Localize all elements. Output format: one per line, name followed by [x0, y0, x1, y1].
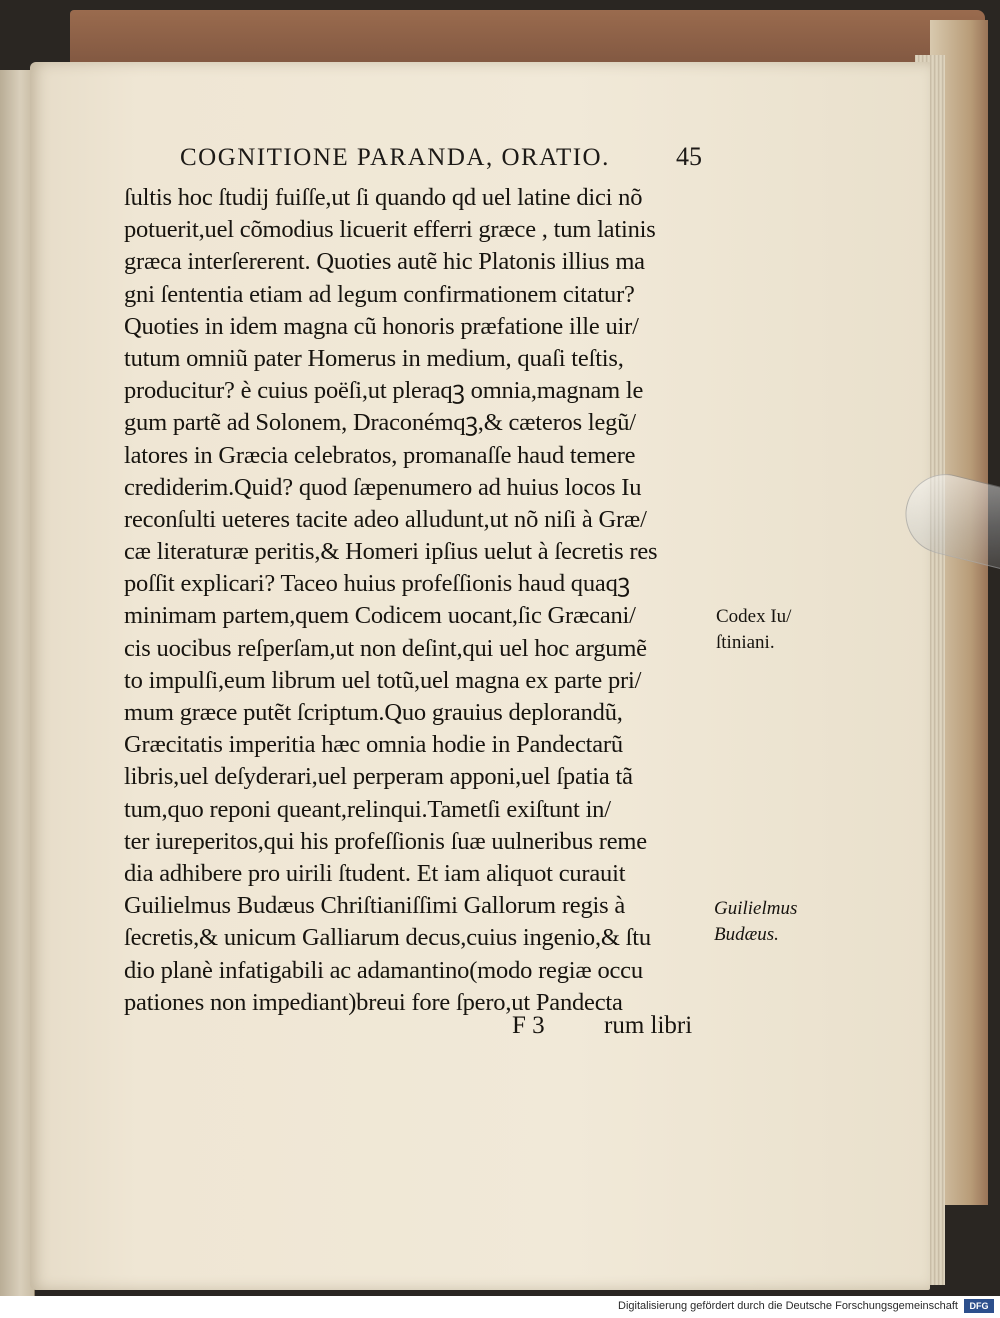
margin-note-budaeus [714, 896, 797, 948]
text-line: mum græce putẽt ſcriptum.Quo grauius deplorandũ, [124, 699, 623, 726]
funding-credit: Digitalisierung gefördert durch die Deutsche Forschungsgemeinschaft [618, 1300, 958, 1312]
text-line: Quoties in idem magna cũ honoris præfatione ille uir/ [124, 312, 639, 340]
margin-note-line: Guilielmus [714, 898, 798, 919]
running-header: COGNITIONE PARANDA, ORATIO. [180, 144, 610, 171]
folio-number: 45 [676, 142, 702, 171]
margin-note-line: ſtiniani. [716, 632, 775, 653]
text-line: dio planè infatigabili ac adamantino(modo regiæ occu [124, 956, 643, 984]
text-line: producitur? è cuius poëſi,ut pleraqꝫ omnia,magnam le [124, 377, 644, 405]
text-line: cæ literaturæ peritis,& Homeri ipſius uelut à ſecretis res [124, 538, 658, 566]
text-line: poſſit explicari? Taceo huius profeſſionis haud quaqꝫ [124, 570, 630, 598]
book-top-edge [70, 10, 985, 70]
signature-mark: F 3 [512, 1012, 545, 1039]
text-line: pationes non impediant)breui fore ſpero,ut Pandecta [124, 988, 623, 1016]
text-line: reconſulti ueteres tacite adeo alludunt,ut nõ niſi à Græ/ [124, 505, 647, 533]
text-line: to impulſi,eum librum uel totũ,uel magna ex parte pri/ [124, 666, 642, 694]
text-line: gum partẽ ad Solonem, Draconémqꝫ,& cæteros legũ/ [124, 409, 636, 437]
catchword: rum libri [604, 1012, 693, 1039]
text-line: libris,uel deſyderari,uel perperam apponi,uel ſpatia tã [124, 763, 633, 791]
text-line: ter iureperitos,qui his profeſſionis ſuæ uulneribus reme [124, 827, 647, 855]
margin-note-line: Budæus. [714, 924, 779, 945]
text-line: minimam partem,quem Codicem uocant,ſic Græcani/ [124, 602, 636, 630]
text-line: potuerit,uel cõmodius licuerit efferri græce , tum latinis [124, 216, 656, 244]
text-line: Græcitatis imperitia hæc omnia hodie in Pandectarũ [124, 731, 623, 759]
text-line: tutum omniũ pater Homerus in medium, quaſi teſtis, [124, 344, 624, 372]
dfg-logo: DFG [964, 1299, 994, 1313]
footer-bar [0, 1296, 1000, 1318]
text-line: dia adhibere pro uirili ſtudent. Et iam aliquot curauit [124, 859, 626, 887]
text-line: tum,quo reponi queant,relinqui.Tametſi exiſtunt in/ [124, 795, 611, 823]
main-text-block [124, 182, 714, 1019]
text-line: crediderim.Quid? quod ſæpenumero ad huius locos Iu [124, 473, 642, 501]
text-line: Guilielmus Budæus Chriſtianiſſimi Gallorum regis à [124, 892, 626, 920]
text-line: cis uocibus reſperſam,ut non deſint,qui uel hoc argumẽ [124, 634, 647, 662]
text-line: ſultis hoc ſtudij fuiſſe,ut ſi quando qd uel latine dici nõ [124, 184, 643, 211]
margin-note-codex [716, 604, 791, 656]
text-line: ſecretis,& unicum Galliarum decus,cuius ingenio,& ſtu [124, 924, 651, 952]
text-line: latores in Græcia celebratos, promanaſſe haud temere [124, 441, 636, 469]
margin-note-line: Codex Iu/ [716, 606, 792, 627]
text-line: gni ſententia etiam ad legum confirmationem citatur? [124, 280, 635, 308]
text-line: græca interſererent. Quoties autẽ hic Platonis illius ma [124, 248, 645, 276]
